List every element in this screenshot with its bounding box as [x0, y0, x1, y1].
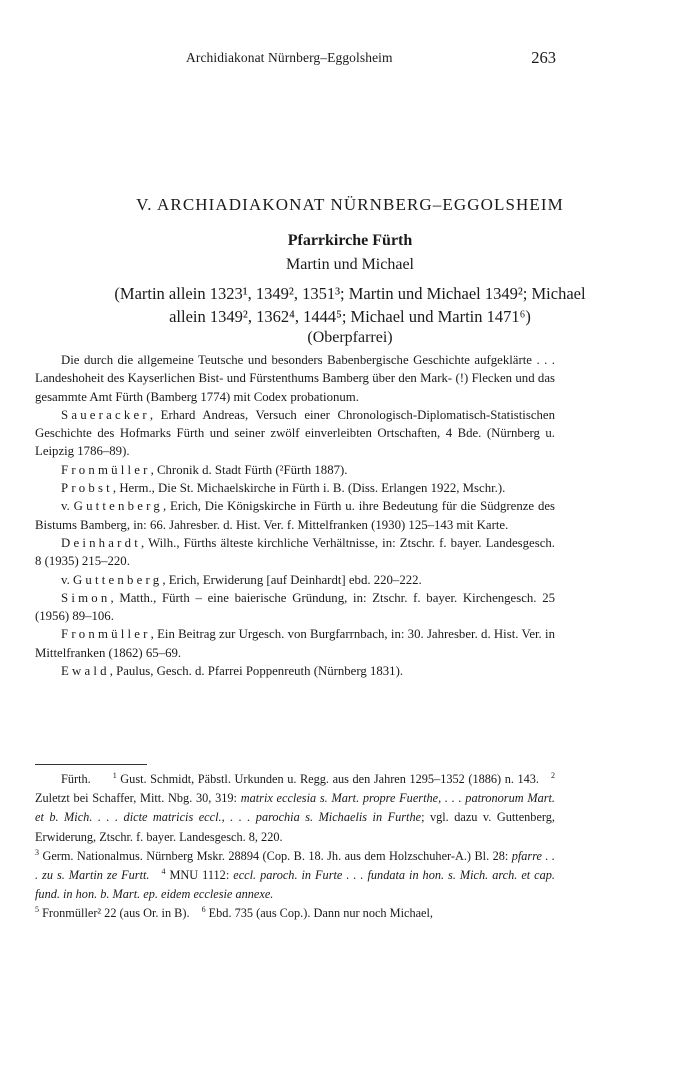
chapter-title: V. ARCHIADIAKONAT NÜRNBERG–EGGOLSHEIM — [136, 195, 564, 214]
footnote-block-5-6 — [35, 904, 555, 923]
entry-text: , Erhard Andreas, Versuch einer Chronologisch-Diplomatisch-Statistischen Geschichte des Hofmarks Fürth und seiner zwölf einverleibten Ortschaften, 4 Bde. (Nürnberg u. Leipzig 1786–89). — [35, 407, 555, 459]
bibliography-entry — [35, 479, 555, 497]
footnote-3-text: Germ. Nationalmus. Nürnberg Mskr. 28894 (Cop. B. 18. Jh. aus dem Holzschuher-A.) Bl. 28: — [42, 848, 509, 863]
patron-saints: Martin und Michael — [286, 256, 414, 273]
bibliography-entry — [35, 589, 555, 626]
entry-text: , Erich, Erwiderung [auf Deinhardt] ebd. 220–222. — [162, 572, 422, 587]
author-name: Fronmüller — [61, 462, 151, 477]
author-prefix: v. — [61, 572, 73, 587]
footnote-mark: 5 — [35, 905, 39, 915]
patron-history — [33, 282, 667, 328]
author-name: Guttenberg — [73, 499, 163, 514]
author-name: Deinhardt — [61, 535, 141, 550]
footnotes — [35, 770, 555, 924]
entry-text: Die durch die allgemeine Teutsche und besonders Babenbergische Geschichte aufgeklärte . . . Landeshoheit des Kayserlichen Bist- und Fürstenthums Bamberg über den Mark- (!) Flecken und das gesammte Amt Fürth (Bamberg 1774) mit Codex probationum. — [35, 353, 555, 404]
running-head — [0, 48, 700, 70]
church-title: Pfarrkirche Fürth — [287, 232, 413, 249]
footnote-6: Ebd. 735 (aus Cop.). Dann nur noch Michael, — [208, 906, 434, 921]
footnote-mark: 4 — [161, 866, 166, 876]
author-name: Probst — [61, 481, 113, 496]
footnote-block-3-4 — [35, 847, 555, 905]
page-number: 263 — [531, 48, 556, 67]
footnote-5: Fronmüller² 22 (aus Or. in B). — [42, 906, 190, 921]
entry-text: , Erich, Die Königskirche in Fürth u. ihre Bedeutung für die Südgrenze des Bistums Bamberg, in: 66. Jahresber. d. Hist. Ver. f. Mittelfranken (1930) 125–143 mit Karte. — [35, 499, 555, 532]
footnote-2-text: ; vgl. dazu v. Guttenberg, Erwiderung, Ztschr. f. bayer. Landesgesch. 8, 220. — [35, 810, 555, 844]
bibliography-entry — [35, 662, 555, 680]
bibliography-entry — [35, 625, 555, 662]
entry-text: , Ein Beitrag zur Urgesch. von Burgfarrnbach, in: 30. Jahresber. d. Hist. Ver. in Mittelfranken (1862) 65–69. — [35, 627, 555, 660]
bibliography-entry — [35, 406, 555, 461]
footnote-2-text: Zuletzt bei Schaffer, Mitt. Nbg. 30, 319: — [35, 791, 237, 806]
running-title: Archidiakonat Nürnberg–Eggolsheim — [186, 50, 393, 65]
bibliography — [35, 351, 555, 680]
footnote-1: Gust. Schmidt, Päbstl. Urkunden u. Regg. aus den Jahren 1295–1352 (1886) n. 143. — [120, 772, 539, 786]
entry-text: , Matth., Fürth – eine baierische Gründung, in: Ztschr. f. bayer. Kirchengesch. 25 (1956) 89–106. — [35, 590, 555, 624]
bibliography-entry — [35, 497, 555, 534]
author-name: Simon — [61, 590, 111, 605]
author-prefix: v. — [61, 499, 74, 514]
entry-text: , Chronik d. Stadt Fürth (²Fürth 1887). — [150, 462, 348, 477]
author-name: Guttenberg — [72, 572, 163, 587]
footnote-4-text: MNU 1112: — [169, 868, 230, 883]
footnote-label: Fürth. — [61, 772, 91, 786]
bibliography-entry — [35, 461, 555, 479]
footnote-divider — [35, 764, 147, 765]
footnote-mark: 3 — [35, 847, 39, 857]
patron-history-line-1: (Martin allein 1323¹, 1349², 1351³; Martin und Michael 1349²; Michael — [114, 284, 586, 303]
footnote-4-quote: eccl. paroch. in Furte . . . fundata in hon. s. Mich. arch. et cap. fund. in hon. b. Mart. ep. eidem ecclesie annexe. — [35, 868, 556, 902]
footnote-mark: 1 — [112, 770, 117, 780]
entry-text: , Paulus, Gesch. d. Pfarrei Poppenreuth (Nürnberg 1831). — [109, 664, 404, 679]
bibliography-entry — [35, 351, 555, 406]
parish-type: (Oberpfarrei) — [307, 329, 393, 346]
author-name: Ewald — [61, 664, 110, 679]
bibliography-entry — [35, 534, 555, 571]
bibliography-entry — [35, 571, 555, 589]
patron-history-line-2: allein 1349², 1362⁴, 1444⁵; Michael und Martin 1471⁶) — [169, 307, 531, 326]
footnote-block-1-2 — [35, 770, 555, 847]
author-name: Fronmüller — [61, 627, 151, 642]
footnote-2-quote: matrix ecclesia s. Mart. propre Fuerthe, . . . patronorum Mart. et b. Mich. . . . dicte matricis eccl., . . . parochia s. Michaelis in Furthe — [35, 791, 556, 825]
footnote-3-quote: pfarre . . . zu s. Martin ze Furtt. — [35, 848, 556, 883]
footnote-mark: 6 — [201, 905, 206, 915]
footnote-mark: 2 — [551, 770, 555, 780]
author-name: Saueracker — [61, 407, 150, 422]
entry-text: , Herm., Die St. Michaelskirche in Fürth i. B. (Diss. Erlangen 1922, Mschr.). — [112, 481, 506, 496]
entry-text: , Wilh., Fürths älteste kirchliche Verhältnisse, in: Ztschr. f. bayer. Landesgesch. 8 (1935) 215–220. — [35, 535, 555, 569]
